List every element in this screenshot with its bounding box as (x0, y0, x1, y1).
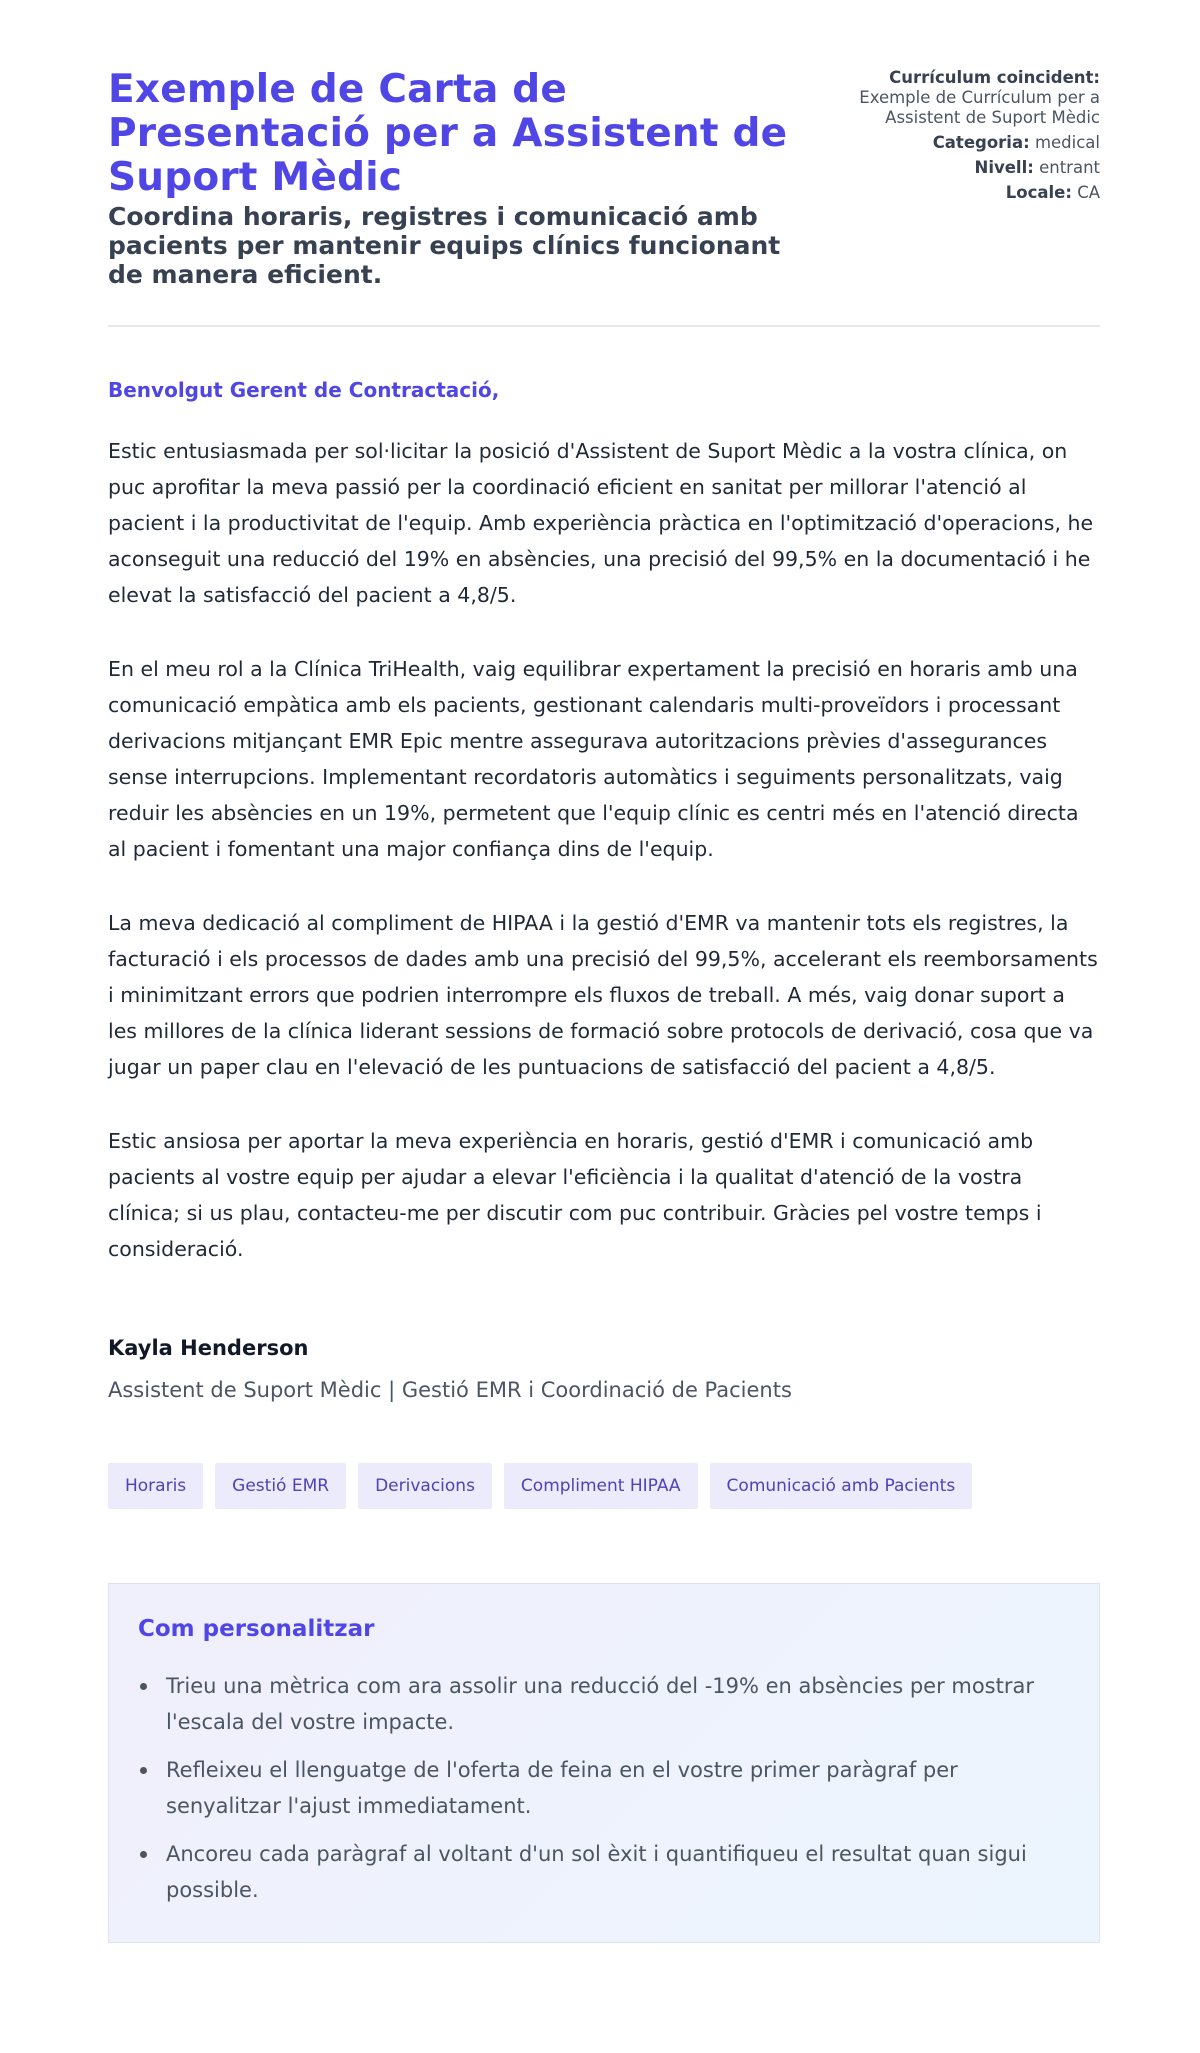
signature-block (108, 1335, 1100, 1403)
meta-matched-resume-value: Exemple de Currículum per a Assistent de Suport Mèdic (859, 88, 1100, 127)
signature-title: Assistent de Suport Mèdic | Gestió EMR i Coordinació de Pacients (108, 1378, 792, 1402)
skill-tag: Compliment HIPAA (504, 1463, 698, 1509)
meta-level (802, 158, 1100, 178)
letter-paragraph-2: En el meu rol a la Clínica TriHealth, vaig equilibrar expertament la precisió en horaris amb una comunicació empàtica amb els pacients, gestionant calendaris multi-proveïdors i processant derivacions mitjançant EMR Epic mentre assegurava autoritzacions prèvies d'assegurances sense interrupcions. Implementant recordatoris automàtics i seguiments personalitzats, vaig reduir les absències en un 19%, permetent que l'equip clínic es centri més en l'atenció directa al pacient i fomentant una major confiança dins de l'equip. (108, 657, 1079, 861)
letter-body (108, 377, 1100, 1267)
salutation: Benvolgut Gerent de Contractació, (108, 378, 500, 402)
tip-text: Ancoreu cada paràgraf al voltant d'un sol èxit i quantifiqueu el resultat quan sigui possible. (166, 1842, 1027, 1902)
tip-item (138, 1836, 1069, 1908)
letter-paragraph-3: La meva dedicació al compliment de HIPAA i la gestió d'EMR va mantenir tots els registres, la facturació i els processos de dades amb una precisió del 99,5%, accelerant els reemborsaments i minimitzant errors que podrien interrompre els fluxos de treball. A més, vaig donar suport a les millores de la clínica liderant sessions de formació sobre protocols de derivació, cosa que va jugar un paper clau en l'elevació de les puntuacions de satisfacció del pacient a 4,8/5. (108, 911, 1098, 1079)
meta-locale (802, 183, 1100, 203)
bullet-icon (140, 1683, 147, 1690)
tips-title: Com personalitzar (138, 1616, 375, 1642)
bullet-icon (140, 1851, 147, 1858)
letter-paragraph-4: Estic ansiosa per aportar la meva experiència en horaris, gestió d'EMR i comunicació amb pacients al vostre equip per ajudar a elevar l'eficiència i la qualitat d'atenció de la vostra clínica; si us plau, contacteu-me per discutir com puc contribuir. Gràcies pel vostre temps i consideració. (108, 1129, 1042, 1261)
tip-text: Refleixeu el llenguatge de l'oferta de feina en el vostre primer paràgraf per senyalitzar l'ajust immediatament. (166, 1758, 958, 1818)
page-title: Exemple de Carta de Presentació per a Assistent de Suport Mèdic (108, 67, 788, 200)
bullet-icon (140, 1767, 147, 1774)
meta-category-value: medical (1034, 133, 1100, 152)
page-header (108, 0, 1100, 327)
meta-category-label: Categoria: (932, 133, 1030, 152)
customization-tips-box (108, 1583, 1100, 1943)
meta-level-label: Nivell: (974, 158, 1034, 177)
meta-level-value: entrant (1039, 158, 1100, 177)
meta-panel (802, 68, 1100, 208)
meta-locale-value: CA (1077, 183, 1100, 202)
letter-paragraph-1: Estic entusiasmada per sol·licitar la posició d'Assistent de Suport Mèdic a la vostra clínica, on puc aprofitar la meva passió per la coordinació eficient en sanitat per millorar l'atenció al pacient i la productivitat de l'equip. Amb experiència pràctica en l'optimització d'operacions, he aconseguit una reducció del 19% en absències, una precisió del 99,5% en la documentació i he elevat la satisfacció del pacient a 4,8/5. (108, 439, 1094, 607)
tip-item (138, 1752, 1069, 1824)
tips-list (138, 1668, 1069, 1908)
meta-category (802, 133, 1100, 153)
skill-tag: Comunicació amb Pacients (710, 1463, 973, 1509)
page-subtitle: Coordina horaris, registres i comunicació amb pacients per mantenir equips clínics funcionant de manera eficient. (108, 202, 781, 289)
meta-locale-label: Locale: (1005, 183, 1072, 202)
skill-tag: Derivacions (358, 1463, 492, 1509)
meta-matched-resume-label: Currículum coincident: (889, 68, 1100, 87)
skill-tag: Gestió EMR (215, 1463, 346, 1509)
skill-tag: Horaris (108, 1463, 203, 1509)
meta-matched-resume (802, 68, 1100, 128)
cover-letter-page (108, 0, 1100, 1943)
tip-item (138, 1668, 1069, 1740)
header-title-block (108, 68, 802, 289)
signature-name: Kayla Henderson (108, 1336, 309, 1360)
skill-tags (108, 1463, 1100, 1509)
tip-text: Trieu una mètrica com ara assolir una reducció del -19% en absències per mostrar l'escala del vostre impacte. (166, 1674, 1034, 1734)
